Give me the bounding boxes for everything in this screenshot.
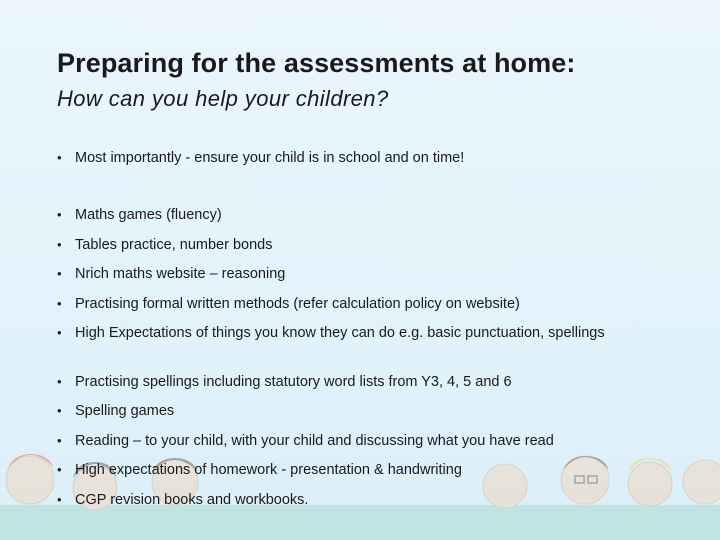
bullet-item: • Tables practice, number bonds xyxy=(57,235,677,255)
bullet-item: • Nrich maths website – reasoning xyxy=(57,264,677,284)
bullet-item: • Practising formal written methods (refer calculation policy on website) xyxy=(57,294,677,314)
bullet-item: • Spelling games xyxy=(57,401,677,421)
bullet-item: • High expectations of homework - presentation & handwriting xyxy=(57,460,677,480)
bullet-item: • CGP revision books and workbooks. xyxy=(57,490,677,510)
bullet-item: • Most importantly - ensure your child is in school and on time! xyxy=(57,148,677,168)
slide-subtitle: How can you help your children? xyxy=(57,86,389,111)
bullet-item: • High Expectations of things you know they can do e.g. basic punctuation, spellings xyxy=(57,323,677,343)
slide-title: Preparing for the assessments at home: xyxy=(57,48,576,78)
bullet-item: • Practising spellings including statutory word lists from Y3, 4, 5 and 6 xyxy=(57,372,677,392)
bullet-item: • Reading – to your child, with your child and discussing what you have read xyxy=(57,431,677,451)
bullet-item: • Maths games (fluency) xyxy=(57,205,677,225)
